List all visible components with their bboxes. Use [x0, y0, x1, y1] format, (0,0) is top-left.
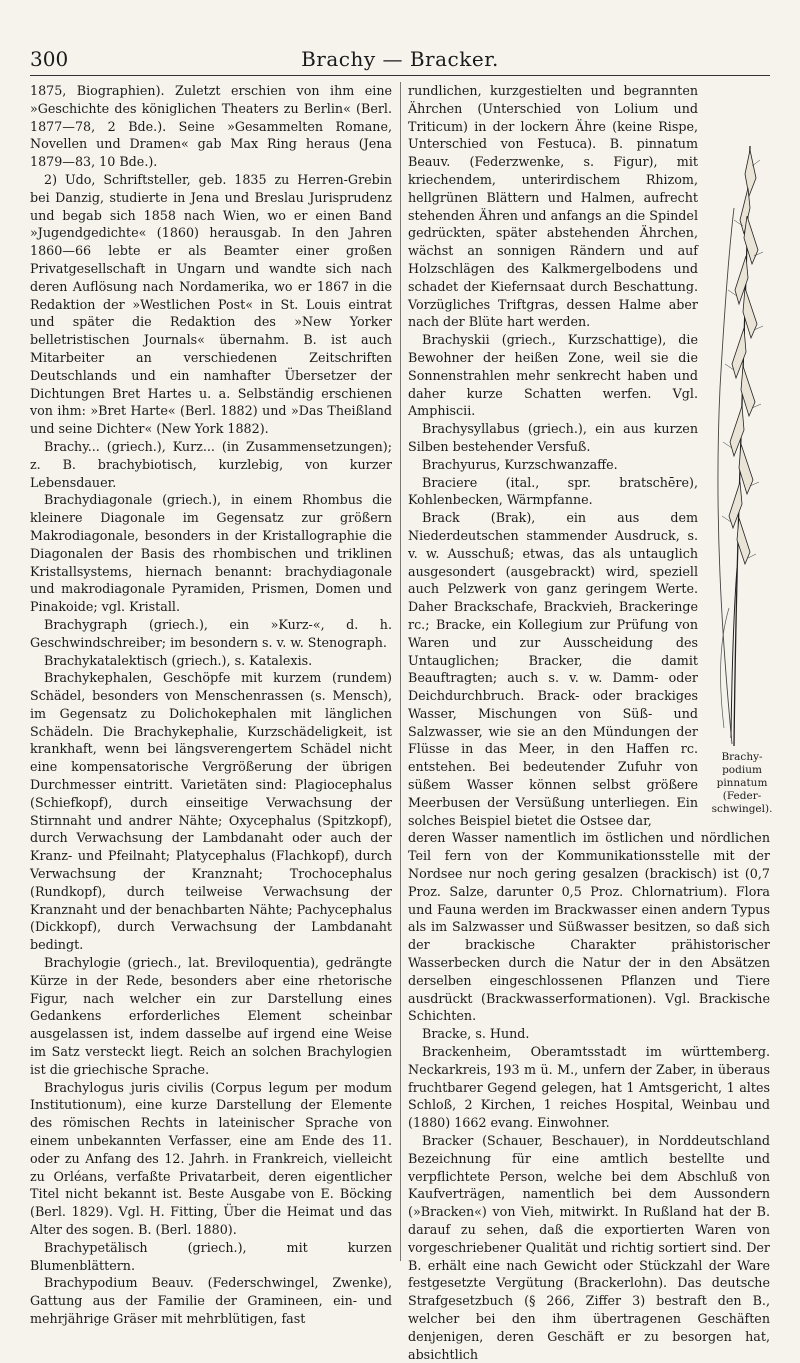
- figure-brachypodium: [704, 138, 776, 815]
- entry-brachypetalisch: Brachypetälisch (griech.), mit kurzen Blumenblättern.: [30, 1239, 392, 1273]
- right-column: [408, 82, 773, 1362]
- figure-caption: [706, 751, 778, 816]
- entry-udo: 2) Udo, Schriftsteller, geb. 1835 zu Herren-Grebin bei Danzig, studierte in Jena und Breslau Jurisprudenz und begab sich 1858 nach Wien, wo er einen Band »Jugendgedichte« (1860) herausgab. In den Jahren 1860—66 lebte er als Beamter einer großen Privatgesellschaft in Ungarn und wandte sich nach deren Auflösung nach Nordamerika, wo er 1867 in die Redaktion der »Westlichen Post« in St. Louis eintrat und später die Redaktion des »New Yorker belletristischen Journals« übernahm. B. ist auch Mitarbeiter an verschiedenen Zeitschriften Deutschlands und ein namhafter Übersetzer der Dichtungen Bret Hartes u. a. Selbständig erschienen von ihm: »Bret Harte« (Berl. 1882) und »Das Theißland und seine Dichter« (New York 1882).: [30, 171, 392, 437]
- entry-brachykatalektisch: Brachykatalektisch (griech.), s. Katalexis.: [44, 652, 313, 668]
- caption-line: schwingel).: [711, 803, 773, 815]
- entry-brachypodium-continued: rundlichen, kurzgestielten und begrannten Ährchen (Unterschied von Lolium und Triticum) in der lockern Ähre (keine Rispe, Unterschied von Festuca). B. pinnatum Beauv. (Federzwenke, s. Figur), mit kriechendem, unterirdischem Rhizom, hellgrünen Blättern und Halmen, aufrecht stehenden Ähren und anfangs an die Spindel gedrückten, später abstehenden Ährchen, wächst an sonnigen Rändern und auf Holzschlägen des Kalkmergelbodens und schadet der Kiefernsaat durch Beschattung. Vorzügliches Triftgras, dessen Halme aber nach der Blüte hart werden.: [408, 83, 698, 330]
- entry-brachyskii: Brachyskii (griech., Kurzschattige), die Bewohner der heißen Zone, weil sie die Sonnenstrahlen mehr senkrecht haben und daher kurze Schatten werfen. Vgl. Amphiscii.: [408, 332, 698, 419]
- entry-bracke: Bracke, s. Hund.: [422, 1026, 530, 1042]
- entry-brachy: Brachy... (griech.), Kurz... (in Zusammensetzungen); z. B. brachybiotisch, kurzlebig, von kurzer Lebensdauer.: [30, 438, 392, 490]
- entry-brachygraph: Brachygraph (griech.), ein »Kurz-«, d. h. Geschwindschreiber; im besondern s. v. w. Stenograph.: [30, 616, 392, 650]
- caption-line: podium: [722, 764, 762, 776]
- entry-brachydiagonale: Brachydiagonale (griech.), in einem Rhombus die kleinere Diagonale im Gegensatz zur größern Makrodiagonale, besonders in der Kristallographie die Diagonalen der Basis des rhombischen und triklinen Kristallsystems, hiernach benannt: brachydiagonale und makrodiagonale Pyramiden, Prismen, Domen und Pinakoide; vgl. Kristall.: [30, 492, 392, 615]
- entry-brackenheim: Brackenheim, Oberamtsstadt im württemberg. Neckarkreis, 193 m ü. M., unfern der Zaber, in überaus fruchtbarer Gegend gelegen, hat 1 Amtsgericht, 1 altes Schloß, 2 Kirchen, 1 reiches Hospital, Weinbau und (1880) 1662 evang. Einwohner.: [408, 1044, 770, 1131]
- grass-spike-illustration-icon: [704, 138, 776, 748]
- entry-braciere: Braciere (ital., spr. bratschēre), Kohlenbecken, Wärmpfanne.: [408, 474, 698, 508]
- entry-continuation: 1875, Biographien). Zuletzt erschien von ihm eine »Geschichte des königlichen Theaters zu Berlin« (Berl. 1877—78, 2 Bde.). Seine »Gesammelten Romane, Novellen und Dramen« gab Max Ring heraus (Jena 1879—83, 10 Bde.).: [30, 83, 392, 170]
- page-number: 300: [30, 47, 69, 71]
- entry-brachyurus: Brachyurus, Kurzschwanzaffe.: [422, 456, 618, 472]
- entry-brachylogus: Brachylogus juris civilis (Corpus legum per modum Institutionum), eine kurze Darstellung der Elemente des römischen Rechts in lateinischer Sprache von einem unbekannten Verfasser, eine am Ende des 11. oder zu Anfang des 12. Jahrh. in Frankreich, vielleicht zu Orléans, verfaßte Privatarbeit, deren eigentlicher Titel nicht bekannt ist. Beste Ausgabe von E. Böcking (Berl. 1829). Vgl. H. Fitting, Über die Heimat und das Alter des sogen. B. (Berl. 1880).: [30, 1079, 392, 1237]
- caption-line: pinnatum: [716, 777, 768, 789]
- caption-line: (Feder-: [722, 790, 762, 802]
- page-header: [30, 45, 770, 76]
- entry-brachylogie: Brachylogie (griech., lat. Breviloquentia), gedrängte Kürze in der Rede, besonders aber eine rhetorische Figur, nach welcher ein zur Darstellung eines Gedankens erforderliches Element scheinbar ausgelassen ist, indem dasselbe auf irgend eine Weise im Satz versteckt liegt. Reich an solchen Brachylogien ist die griechische Sprache.: [30, 955, 392, 1077]
- entry-brachysyllabus: Brachysyllabus (griech.), ein aus kurzen Silben bestehender Versfuß.: [408, 421, 698, 454]
- entry-brack: Brack (Brak), ein aus dem Niederdeutschen stammender Ausdruck, s. v. w. Ausschuß; etwas, das als untauglich ausgesondert (ausgebrackt) wird, speziell auch Pelzwerk von ganz geringem Werte. Daher Brackschafe, Brackvieh, Brackeringe rc.; Bracke, ein Kollegium zur Prüfung von Waren und zur Ausscheidung des Untauglichen; Bracker, die damit Beauftragten; auch s. v. w. Damm- oder Deichdurchbruch. Brack- oder brackiges Wasser, Mischungen von Süß- und Salzwasser, wie sie an den Mündungen der Flüsse in das Meer, in den Haffen rc. entstehen. Bei bedeutender Zufuhr von süßem Wasser können selbst größere Meerbusen der Versüßung unterliegen. Ein solches Beispiel bietet die Ostsee dar,: [408, 510, 698, 828]
- entry-brack-continued: deren Wasser namentlich im östlichen und nördlichen Teil fern von der Kommunikationsstelle mit der Nordsee nur noch gering gesalzen (brackisch) ist (0,7 Proz. Salze, darunter 0,5 Proz. Chlornatrium). Flora und Fauna werden im Brackwasser einen andern Typus als im Salzwasser und Süßwasser besitzen, so daß sich der brackische Charakter prähistorischer Wasserbecken durch die Natur der in den Absätzen derselben eingeschlossenen Pflanzen und Tiere ausdrückt (Brackwasserformationen). Vgl. Brackische Schichten.: [408, 830, 770, 1024]
- entry-bracker: Bracker (Schauer, Beschauer), in Norddeutschland Bezeichnung für eine amtlich bestellte und verpflichtete Person, welche bei dem Abschluß von Kaufverträgen, namentlich bei dem Aussondern (»Bracken«) von Vieh, mitwirkt. In Rußland hat der B. darauf zu sehen, daß die exportierten Waren von vorgeschriebener Qualität und richtig sortiert sind. Der B. erhält eine nach Gewicht oder Stückzahl der Ware festgesetzte Vergütung (Brackerlohn). Das deutsche Strafgesetzbuch (§ 266, Ziffer 3) bestraft den B., welcher bei den ihm übertragenen Geschäften denjenigen, deren Geschäft er zu besorgen hat, absichtlich: [408, 1133, 770, 1362]
- entry-brachypodium: Brachypodium Beauv. (Federschwingel, Zwenke), Gattung aus der Familie der Gramineen, ein- und mehrjährige Gräser mit mehrblütigen, fast: [30, 1275, 392, 1326]
- running-title: Brachy — Bracker.: [301, 47, 499, 71]
- column-divider: [400, 82, 401, 1261]
- entry-brachykephalen: Brachykephalen, Geschöpfe mit kurzem (rundem) Schädel, besonders von Menschenrassen (s. Mensch), im Gegensatz zu Dolichokephalen mit länglichen Schädeln. Die Brachykephalie, Kurzschädeligkeit, ist krankhaft, wenn bei längsverengertem Schädel nicht eine kompensatorische Vergrößerung der übrigen Durchmesser eintritt. Varietäten sind: Plagiocephalus (Schiefkopf), durch einseitige Verwachsung der Stirnnaht und andrer Nähte; Oxycephalus (Spitzkopf), durch Verwachsung der Lambdanaht oder auch der Kranz- und Pfeilnaht; Platycephalus (Flachkopf), durch Verwachsung der Kranznaht; Trochocephalus (Rundkopf), durch teilweise Verwachsung der Kranznaht und der benachbarten Nähte; Pachycephalus (Dickkopf), durch Verwachsung der Lambdanaht bedingt.: [30, 670, 392, 953]
- caption-line: Brachy-: [721, 751, 763, 763]
- left-column: [30, 82, 392, 1326]
